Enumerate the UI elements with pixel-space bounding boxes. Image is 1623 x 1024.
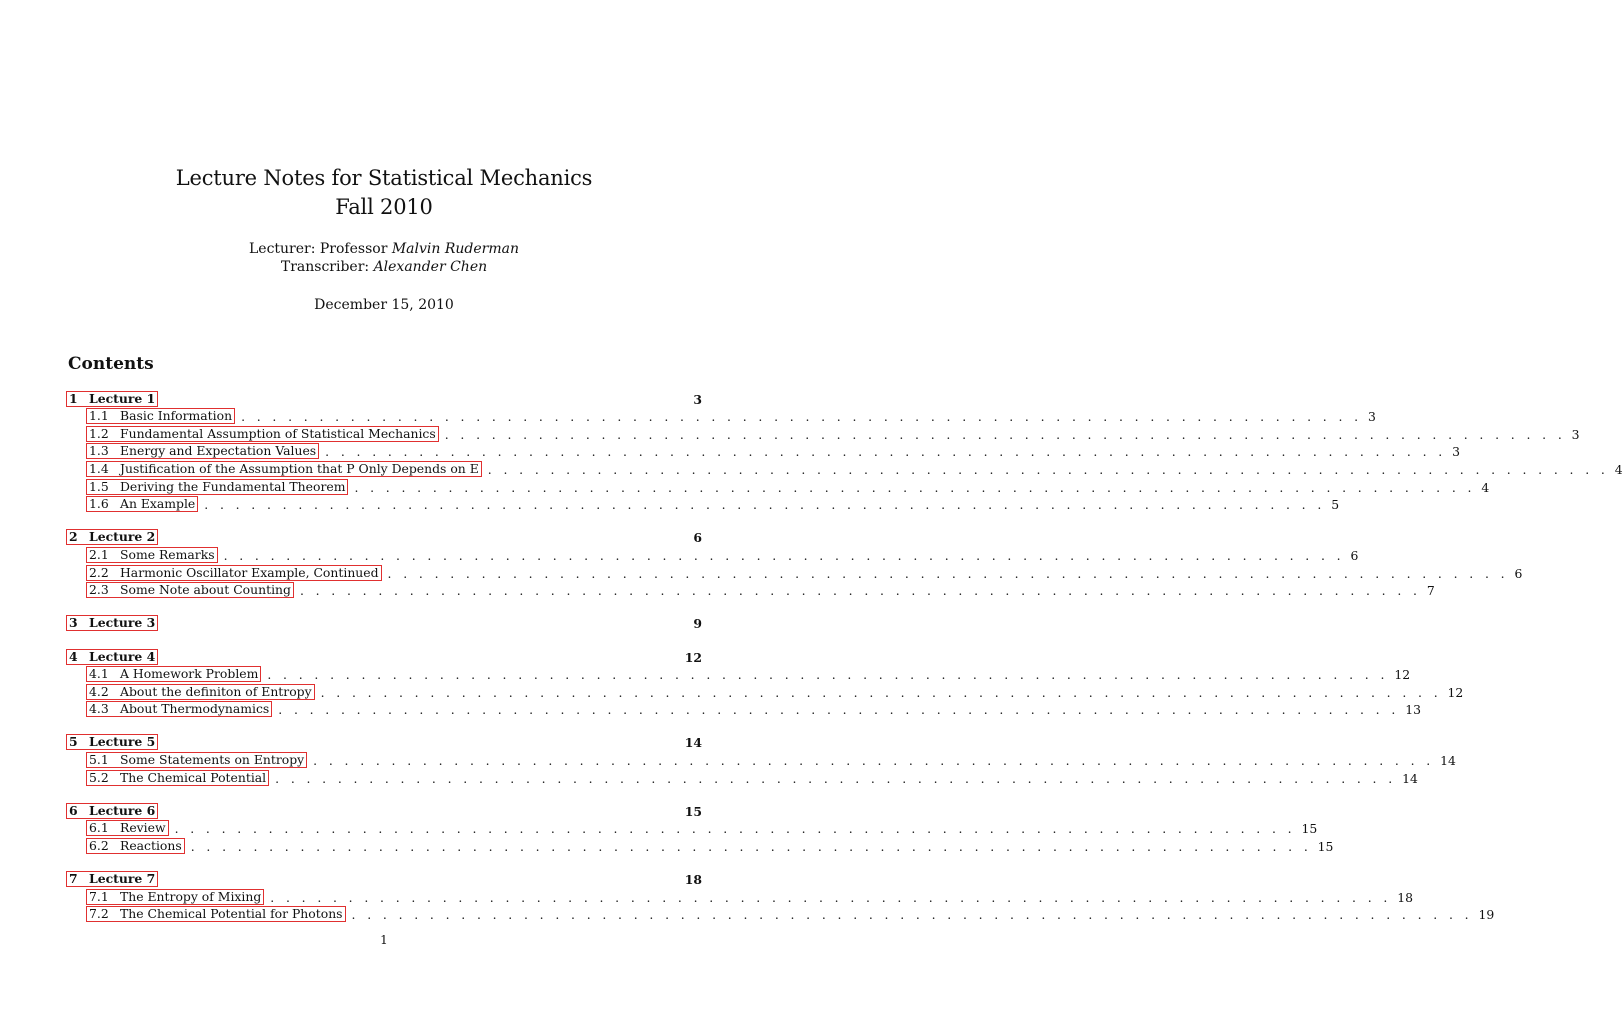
leader-dots: . . . . . . . . . . . . . . . . . . . . . . . . . . . . . . . . . . . . . . . . . . . . . . . . . . . . . . . . . . . . . . . . . . . . . . . . — [270, 889, 1392, 905]
toc-entry-link[interactable]: 4.3 About Thermodynamics — [86, 701, 272, 717]
toc-page-number: 18 — [1397, 889, 1413, 905]
toc-section — [66, 870, 702, 888]
toc-entry — [66, 905, 1495, 923]
toc-entry-link[interactable]: 2.1 Some Remarks — [86, 547, 218, 563]
toc-page-number: 7 — [1426, 583, 1435, 599]
toc-section — [66, 647, 702, 665]
toc-page-number: 14 — [1402, 770, 1418, 786]
leader-dots: . . . . . . . . . . . . . . . . . . . . . . . . . . . . . . . . . . . . . . . . . . . . . . . . . . . . . . . . . . . . . . . . . . . . . . . . — [241, 409, 1362, 425]
lecturer-line — [0, 240, 768, 258]
toc-page-number: 3 — [1368, 409, 1376, 425]
toc-page-number: 4 — [1614, 461, 1623, 477]
toc-entry-link[interactable]: 5.2 The Chemical Potential — [86, 770, 269, 786]
toc-entry-link[interactable]: 1.6 An Example — [86, 496, 198, 512]
toc-page-number: 4 — [1481, 479, 1490, 495]
contents-heading: Contents — [68, 354, 154, 374]
toc-entry — [66, 424, 1580, 442]
toc-section-link[interactable]: 5 Lecture 5 — [66, 734, 158, 750]
transcriber-label: Transcriber: — [280, 259, 370, 275]
toc-entry-link[interactable]: 2.3 Some Note about Counting — [86, 582, 294, 598]
leader-dots: . . . . . . . . . . . . . . . . . . . . . . . . . . . . . . . . . . . . . . . . . . . . . . . . . . . . . . . . . . . . . . . . . . . . . . . . — [354, 479, 1476, 495]
toc-entry-link[interactable]: 6.2 Reactions — [86, 838, 185, 854]
leader-dots: . . . . . . . . . . . . . . . . . . . . . . . . . . . . . . . . . . . . . . . . . . . . . . . . . . . . . . . . . . . . . . . . . . . . . . . . — [387, 565, 1509, 581]
leader-dots: . . . . . . . . . . . . . . . . . . . . . . . . . . . . . . . . . . . . . . . . . . . . . . . . . . . . . . . . . . . . . . . . . . . . . . . . — [278, 702, 1400, 718]
toc-entry — [66, 477, 1490, 495]
toc-entry — [66, 407, 1376, 425]
toc-page-number: 3 — [693, 391, 702, 407]
toc-entry — [66, 563, 1523, 581]
toc-page-number: 12 — [684, 649, 702, 665]
toc-entry — [66, 887, 1413, 905]
toc-entry-link[interactable]: 2.2 Harmonic Oscillator Example, Continued — [86, 565, 382, 581]
leader-dots: . . . . . . . . . . . . . . . . . . . . . . . . . . . . . . . . . . . . . . . . . . . . . . . . . . . . . . . . . . . . . . . . . . . . . . . . — [223, 547, 1345, 563]
document-subtitle: Fall 2010 — [335, 195, 433, 219]
transcriber-name: Alexander Chen — [373, 259, 488, 275]
toc-section-link[interactable]: 3 Lecture 3 — [66, 615, 158, 631]
toc-entry — [66, 442, 1460, 460]
toc-entry — [66, 665, 1411, 683]
toc-entry-link[interactable]: 1.3 Energy and Expectation Values — [86, 443, 319, 459]
toc-page-number: 6 — [1514, 565, 1523, 581]
toc-entry — [66, 682, 1464, 700]
toc-section-link[interactable]: 6 Lecture 6 — [66, 803, 158, 819]
toc-page-number: 12 — [1447, 684, 1464, 700]
leader-dots: . . . . . . . . . . . . . . . . . . . . . . . . . . . . . . . . . . . . . . . . . . . . . . . . . . . . . . . . . . . . . . . . . . . . . . . . — [174, 821, 1296, 837]
toc-section-link[interactable]: 4 Lecture 4 — [66, 649, 158, 665]
toc-section-link[interactable]: 2 Lecture 2 — [66, 529, 158, 545]
toc-page-number: 13 — [1405, 702, 1421, 718]
toc-page-number: 6 — [693, 530, 702, 546]
toc-entry — [66, 768, 1418, 786]
toc-entry — [66, 581, 1435, 599]
toc-entry-link[interactable]: 5.1 Some Statements on Entropy — [86, 752, 307, 768]
toc-entry-link[interactable]: 7.1 The Entropy of Mixing — [86, 889, 264, 905]
toc-entry — [66, 819, 1318, 837]
toc-section — [66, 801, 702, 819]
leader-dots: . . . . . . . . . . . . . . . . . . . . . . . . . . . . . . . . . . . . . . . . . . . . . . . . . . . . . . . . . . . . . . . . . . . . . . . . — [325, 444, 1447, 460]
lecturer-label: Lecturer: Professor — [248, 241, 388, 257]
leader-dots: . . . . . . . . . . . . . . . . . . . . . . . . . . . . . . . . . . . . . . . . . . . . . . . . . . . . . . . . . . . . . . . . . . . . . . . . — [444, 426, 1566, 442]
document-title: Lecture Notes for Statistical Mechanics — [175, 166, 593, 190]
toc-section — [66, 528, 702, 546]
leader-dots: . . . . . . . . . . . . . . . . . . . . . . . . . . . . . . . . . . . . . . . . . . . . . . . . . . . . . . . . . . . . . . . . . . . . . . . . — [487, 461, 1609, 477]
leader-dots: . . . . . . . . . . . . . . . . . . . . . . . . . . . . . . . . . . . . . . . . . . . . . . . . . . . . . . . . . . . . . . . . . . . . . . . . — [313, 753, 1435, 769]
leader-dots: . . . . . . . . . . . . . . . . . . . . . . . . . . . . . . . . . . . . . . . . . . . . . . . . . . . . . . . . . . . . . . . . . . . . . . . . — [320, 684, 1442, 700]
toc-entry — [66, 459, 1623, 477]
toc-page-number: 14 — [684, 735, 702, 751]
leader-dots: . . . . . . . . . . . . . . . . . . . . . . . . . . . . . . . . . . . . . . . . . . . . . . . . . . . . . . . . . . . . . . . . . . . . . . . . — [275, 770, 1397, 786]
toc-page-number: 15 — [1317, 839, 1334, 855]
toc-section — [66, 733, 702, 751]
toc-entry-link[interactable]: 6.1 Review — [86, 820, 169, 836]
toc-page-number: 15 — [1301, 821, 1318, 837]
toc-section — [66, 389, 702, 407]
toc-page-number: 6 — [1350, 547, 1359, 563]
toc-page-number: 3 — [1452, 444, 1460, 460]
toc-entry-link[interactable]: 4.2 About the definiton of Entropy — [86, 684, 315, 700]
toc-entry-link[interactable]: 1.2 Fundamental Assumption of Statistical Mechanics — [86, 426, 439, 442]
leader-dots: . . . . . . . . . . . . . . . . . . . . . . . . . . . . . . . . . . . . . . . . . . . . . . . . . . . . . . . . . . . . . . . . . . . . . . . . — [351, 907, 1473, 923]
leader-dots: . . . . . . . . . . . . . . . . . . . . . . . . . . . . . . . . . . . . . . . . . . . . . . . . . . . . . . . . . . . . . . . . . . . . . . . . — [190, 839, 1312, 855]
toc-page-number: 18 — [684, 872, 702, 888]
toc-page-number: 14 — [1440, 753, 1456, 769]
toc-page-number: 19 — [1478, 907, 1495, 923]
toc-section-link[interactable]: 7 Lecture 7 — [66, 871, 158, 887]
toc-page-number: 15 — [684, 803, 702, 819]
toc-entry-link[interactable]: 1.4 Justification of the Assumption that P Only Depends on E — [86, 461, 482, 477]
leader-dots: . . . . . . . . . . . . . . . . . . . . . . . . . . . . . . . . . . . . . . . . . . . . . . . . . . . . . . . . . . . . . . . . . . . . . . . . — [299, 583, 1421, 599]
toc-page-number: 3 — [1571, 426, 1580, 442]
toc-entry — [66, 545, 1359, 563]
table-of-contents — [66, 389, 1623, 923]
toc-section — [66, 614, 702, 632]
toc-entry-link[interactable]: 4.1 A Homework Problem — [86, 666, 261, 682]
toc-entry-link[interactable]: 7.2 The Chemical Potential for Photons — [86, 906, 346, 922]
leader-dots: . . . . . . . . . . . . . . . . . . . . . . . . . . . . . . . . . . . . . . . . . . . . . . . . . . . . . . . . . . . . . . . . . . . . . . . . — [204, 497, 1326, 513]
toc-page-number: 9 — [693, 616, 702, 632]
toc-page-number: 5 — [1331, 497, 1340, 513]
toc-entry-link[interactable]: 1.1 Basic Information — [86, 408, 235, 424]
page-number: 1 — [380, 933, 388, 947]
title-block — [0, 164, 768, 314]
transcriber-line — [0, 258, 768, 276]
toc-page-number: 12 — [1394, 667, 1411, 683]
toc-section-link[interactable]: 1 Lecture 1 — [66, 391, 158, 407]
leader-dots: . . . . . . . . . . . . . . . . . . . . . . . . . . . . . . . . . . . . . . . . . . . . . . . . . . . . . . . . . . . . . . . . . . . . . . . . — [267, 667, 1389, 683]
toc-entry-link[interactable]: 1.5 Deriving the Fundamental Theorem — [86, 479, 348, 495]
toc-entry — [66, 750, 1456, 769]
toc-entry — [66, 836, 1334, 855]
toc-entry — [66, 700, 1421, 718]
document-date: December 15, 2010 — [314, 297, 454, 313]
toc-entry — [66, 495, 1340, 513]
lecturer-name: Malvin Ruderman — [391, 241, 519, 257]
